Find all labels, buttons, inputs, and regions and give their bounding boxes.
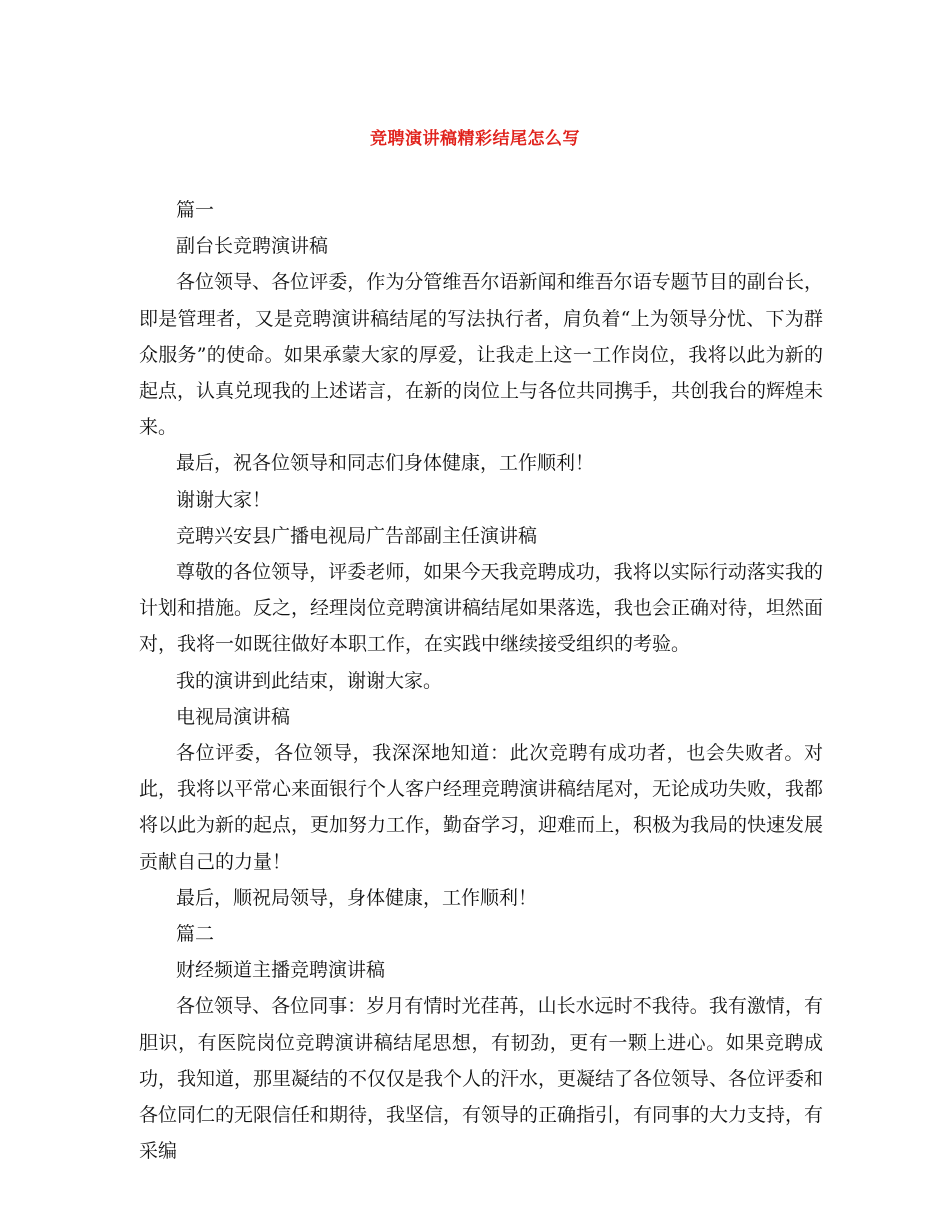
paragraph: 最后，祝各位领导和同志们身体健康，工作顺利！ xyxy=(176,452,595,475)
paragraph: 各位领导、各位评委，作为分管维吾尔语新闻和维吾尔语专题节目的副台长，即是管理者，又是竞聘演讲稿结尾的写法执行者，肩负着“上为领导分忧、下为群众服务”的使命。如果承蒙大家的厚爱，让我走上这一工作岗位，我将以此为新的起点，认真兑现我的上述诺言，在新的岗位上与各位共同携手，共创我台的辉煌未来。 xyxy=(139,271,824,439)
paragraph: 尊敬的各位领导，评委老师，如果今天我竞聘成功，我将以实际行动落实我的计划和措施。反之，经理岗位竞聘演讲稿结尾如果落选，我也会正确对待，坦然面对，我将一如既往做好本职工作，在实践中继续接受组织的考验。 xyxy=(139,561,824,656)
paragraph: 我的演讲到此结束，谢谢大家。 xyxy=(176,669,443,692)
speech-title: 电视局演讲稿 xyxy=(176,705,291,728)
section-heading: 篇一 xyxy=(176,199,215,221)
section-heading: 篇二 xyxy=(176,923,215,946)
paragraph: 各位评委，各位领导，我深深地知道：此次竞聘有成功者，也会失败者。对此，我将以平常心来面银行个人客户经理竞聘演讲稿结尾对，无论成功失败，我都将以此为新的起点，更加努力工作，勤奋学习，迎难而上，积极为我局的快速发展贡献自己的力量！ xyxy=(139,742,824,873)
speech-title: 竞聘兴安县广播电视局广告部副主任演讲稿 xyxy=(176,524,538,547)
paragraph: 谢谢大家！ xyxy=(176,488,272,511)
speech-title: 财经频道主播竞聘演讲稿 xyxy=(176,959,386,982)
document-title: 竞聘演讲稿精彩结尾怎么写 xyxy=(370,129,580,149)
paragraph: 最后，顺祝局领导，身体健康，工作顺利！ xyxy=(176,886,538,909)
speech-title: 副台长竞聘演讲稿 xyxy=(176,235,329,258)
document-body xyxy=(139,192,823,1169)
paragraph: 各位领导、各位同事：岁月有情时光荏苒，山长水远时不我待。我有激情，有胆识，有医院岗位竞聘演讲稿结尾思想，有韧劲，更有一颗上进心。如果竞聘成功，我知道，那里凝结的不仅仅是我个人的汗水，更凝结了各位领导、各位评委和各位同仁的无限信任和期待，我坚信，有领导的正确指引，有同事的大力支持，有采编 xyxy=(139,995,824,1163)
